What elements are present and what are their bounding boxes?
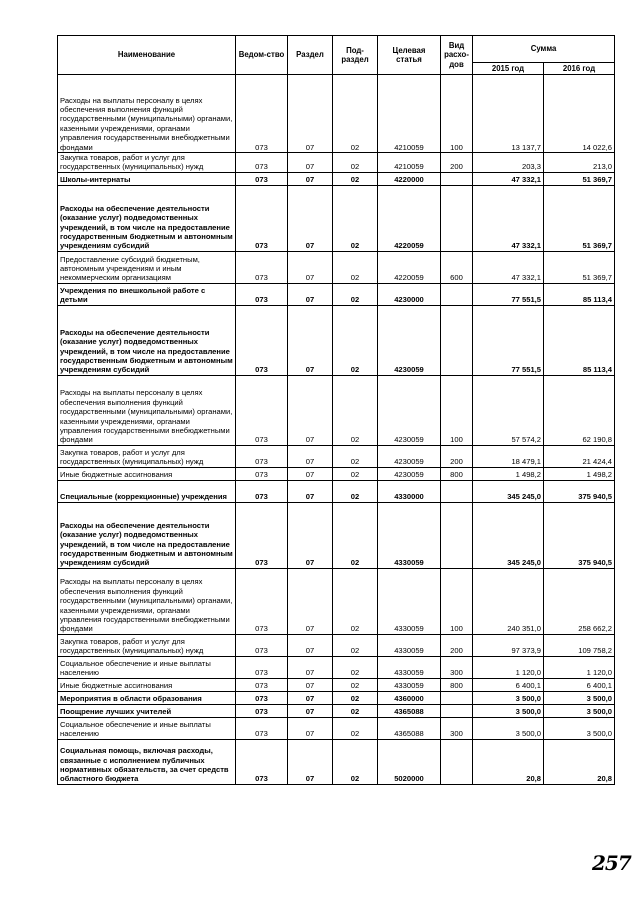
cell-name: Учреждения по внешкольной работе с детьми bbox=[58, 283, 236, 305]
cell-y2015: 20,8 bbox=[473, 739, 544, 784]
table-row bbox=[58, 375, 615, 445]
cell-name: Закупка товаров, работ и услуг для государственных (муниципальных) нужд bbox=[58, 445, 236, 467]
cell-podrazdel: 02 bbox=[333, 691, 378, 704]
cell-ved: 073 bbox=[236, 305, 288, 375]
header-vid: Вид расхо-дов bbox=[441, 36, 473, 75]
cell-y2015: 3 500,0 bbox=[473, 691, 544, 704]
cell-vid: 600 bbox=[441, 251, 473, 283]
cell-y2016: 20,8 bbox=[544, 739, 615, 784]
table-row bbox=[58, 704, 615, 717]
cell-razdel: 07 bbox=[288, 691, 333, 704]
cell-y2015: 18 479,1 bbox=[473, 445, 544, 467]
cell-vid: 200 bbox=[441, 445, 473, 467]
cell-name: Расходы на обеспечение деятельности (оказание услуг) подведомственных учреждений, в том числе на предоставление государственным бюджетным и автономным учреждениям субсидий bbox=[58, 502, 236, 568]
cell-y2015: 345 245,0 bbox=[473, 480, 544, 502]
cell-name: Расходы на обеспечение деятельности (оказание услуг) подведомственных учреждений, в том числе на предоставление государственным бюджетным и автономным учреждениям субсидий bbox=[58, 185, 236, 251]
cell-target: 4330059 bbox=[378, 656, 441, 678]
cell-y2015: 203,3 bbox=[473, 153, 544, 173]
table-row bbox=[58, 656, 615, 678]
table-row bbox=[58, 75, 615, 153]
cell-name: Расходы на выплаты персоналу в целях обеспечения выполнения функций государственными (муниципальными) органами, казенными учреждениями, органами управления государственными внебюджетными фондами bbox=[58, 568, 236, 634]
cell-ved: 073 bbox=[236, 375, 288, 445]
cell-vid: 300 bbox=[441, 717, 473, 739]
cell-target: 4360000 bbox=[378, 691, 441, 704]
cell-y2016: 3 500,0 bbox=[544, 691, 615, 704]
cell-razdel: 07 bbox=[288, 251, 333, 283]
cell-name: Предоставление субсидий бюджетным, автономным учреждениям и иным некоммерческим организациям bbox=[58, 251, 236, 283]
cell-ved: 073 bbox=[236, 656, 288, 678]
cell-y2015: 240 351,0 bbox=[473, 568, 544, 634]
cell-y2016: 51 369,7 bbox=[544, 185, 615, 251]
table-row bbox=[58, 480, 615, 502]
cell-y2016: 375 940,5 bbox=[544, 502, 615, 568]
cell-y2016: 6 400,1 bbox=[544, 678, 615, 691]
cell-vid: 800 bbox=[441, 467, 473, 480]
cell-ved: 073 bbox=[236, 634, 288, 656]
cell-y2015: 57 574,2 bbox=[473, 375, 544, 445]
cell-razdel: 07 bbox=[288, 172, 333, 185]
cell-razdel: 07 bbox=[288, 717, 333, 739]
cell-y2016: 375 940,5 bbox=[544, 480, 615, 502]
cell-podrazdel: 02 bbox=[333, 283, 378, 305]
cell-name: Школы-интернаты bbox=[58, 172, 236, 185]
cell-name: Расходы на выплаты персоналу в целях обеспечения выполнения функций государственными (муниципальными) органами, казенными учреждениями, органами управления государственными внебюджетными фондами bbox=[58, 75, 236, 153]
budget-table-container bbox=[57, 35, 615, 785]
cell-podrazdel: 02 bbox=[333, 305, 378, 375]
cell-y2015: 77 551,5 bbox=[473, 305, 544, 375]
budget-table bbox=[57, 35, 615, 785]
cell-name: Мероприятия в области образования bbox=[58, 691, 236, 704]
cell-y2016: 213,0 bbox=[544, 153, 615, 173]
cell-razdel: 07 bbox=[288, 480, 333, 502]
page-number: 257 bbox=[592, 851, 631, 875]
cell-target: 4330000 bbox=[378, 480, 441, 502]
cell-y2016: 258 662,2 bbox=[544, 568, 615, 634]
cell-y2016: 14 022,6 bbox=[544, 75, 615, 153]
cell-y2015: 6 400,1 bbox=[473, 678, 544, 691]
header-podrazdel: Под-раздел bbox=[333, 36, 378, 75]
cell-name: Поощрение лучших учителей bbox=[58, 704, 236, 717]
table-row bbox=[58, 568, 615, 634]
cell-vid: 300 bbox=[441, 656, 473, 678]
table-row bbox=[58, 691, 615, 704]
cell-target: 4365088 bbox=[378, 717, 441, 739]
cell-y2015: 13 137,7 bbox=[473, 75, 544, 153]
cell-ved: 073 bbox=[236, 568, 288, 634]
cell-razdel: 07 bbox=[288, 502, 333, 568]
cell-target: 5020000 bbox=[378, 739, 441, 784]
cell-name: Закупка товаров, работ и услуг для государственных (муниципальных) нужд bbox=[58, 634, 236, 656]
cell-ved: 073 bbox=[236, 717, 288, 739]
cell-vid bbox=[441, 172, 473, 185]
cell-razdel: 07 bbox=[288, 283, 333, 305]
cell-podrazdel: 02 bbox=[333, 634, 378, 656]
cell-podrazdel: 02 bbox=[333, 704, 378, 717]
cell-podrazdel: 02 bbox=[333, 502, 378, 568]
cell-podrazdel: 02 bbox=[333, 739, 378, 784]
cell-y2015: 97 373,9 bbox=[473, 634, 544, 656]
cell-y2015: 3 500,0 bbox=[473, 717, 544, 739]
cell-y2015: 47 332,1 bbox=[473, 251, 544, 283]
cell-target: 4230059 bbox=[378, 467, 441, 480]
cell-ved: 073 bbox=[236, 739, 288, 784]
cell-ved: 073 bbox=[236, 172, 288, 185]
cell-razdel: 07 bbox=[288, 445, 333, 467]
table-body bbox=[58, 75, 615, 785]
cell-y2016: 51 369,7 bbox=[544, 251, 615, 283]
cell-ved: 073 bbox=[236, 678, 288, 691]
cell-vid: 200 bbox=[441, 634, 473, 656]
table-row bbox=[58, 153, 615, 173]
cell-target: 4330059 bbox=[378, 678, 441, 691]
cell-vid bbox=[441, 305, 473, 375]
cell-name: Специальные (коррекционные) учреждения bbox=[58, 480, 236, 502]
header-name: Наименование bbox=[58, 36, 236, 75]
cell-y2016: 1 120,0 bbox=[544, 656, 615, 678]
cell-y2016: 3 500,0 bbox=[544, 717, 615, 739]
header-ved: Ведом-ство bbox=[236, 36, 288, 75]
cell-y2015: 77 551,5 bbox=[473, 283, 544, 305]
cell-ved: 073 bbox=[236, 445, 288, 467]
table-row bbox=[58, 739, 615, 784]
cell-ved: 073 bbox=[236, 691, 288, 704]
cell-podrazdel: 02 bbox=[333, 75, 378, 153]
cell-razdel: 07 bbox=[288, 704, 333, 717]
cell-y2016: 85 113,4 bbox=[544, 283, 615, 305]
cell-ved: 073 bbox=[236, 185, 288, 251]
cell-target: 4330059 bbox=[378, 502, 441, 568]
cell-target: 4365088 bbox=[378, 704, 441, 717]
cell-name: Закупка товаров, работ и услуг для государственных (муниципальных) нужд bbox=[58, 153, 236, 173]
cell-vid bbox=[441, 185, 473, 251]
table-row bbox=[58, 251, 615, 283]
cell-vid: 100 bbox=[441, 375, 473, 445]
cell-podrazdel: 02 bbox=[333, 568, 378, 634]
cell-y2015: 1 120,0 bbox=[473, 656, 544, 678]
cell-ved: 073 bbox=[236, 283, 288, 305]
cell-podrazdel: 02 bbox=[333, 172, 378, 185]
cell-podrazdel: 02 bbox=[333, 717, 378, 739]
header-summa: Сумма bbox=[473, 36, 615, 63]
cell-podrazdel: 02 bbox=[333, 656, 378, 678]
cell-podrazdel: 02 bbox=[333, 678, 378, 691]
cell-y2015: 3 500,0 bbox=[473, 704, 544, 717]
cell-target: 4220059 bbox=[378, 185, 441, 251]
cell-y2016: 51 369,7 bbox=[544, 172, 615, 185]
cell-target: 4230000 bbox=[378, 283, 441, 305]
cell-vid bbox=[441, 704, 473, 717]
cell-razdel: 07 bbox=[288, 153, 333, 173]
cell-razdel: 07 bbox=[288, 185, 333, 251]
cell-podrazdel: 02 bbox=[333, 185, 378, 251]
table-row bbox=[58, 678, 615, 691]
cell-target: 4230059 bbox=[378, 305, 441, 375]
cell-podrazdel: 02 bbox=[333, 251, 378, 283]
cell-y2016: 3 500,0 bbox=[544, 704, 615, 717]
header-razdel: Раздел bbox=[288, 36, 333, 75]
cell-name: Иные бюджетные ассигнования bbox=[58, 467, 236, 480]
cell-y2016: 1 498,2 bbox=[544, 467, 615, 480]
cell-vid: 100 bbox=[441, 568, 473, 634]
cell-razdel: 07 bbox=[288, 656, 333, 678]
cell-vid bbox=[441, 502, 473, 568]
cell-target: 4230059 bbox=[378, 445, 441, 467]
cell-target: 4230059 bbox=[378, 375, 441, 445]
cell-target: 4220000 bbox=[378, 172, 441, 185]
cell-ved: 073 bbox=[236, 75, 288, 153]
cell-vid bbox=[441, 739, 473, 784]
cell-name: Расходы на выплаты персоналу в целях обеспечения выполнения функций государственными (муниципальными) органами, казенными учреждениями, органами управления государственными внебюджетными фондами bbox=[58, 375, 236, 445]
cell-vid: 100 bbox=[441, 75, 473, 153]
cell-y2016: 109 758,2 bbox=[544, 634, 615, 656]
table-row bbox=[58, 445, 615, 467]
cell-name: Социальное обеспечение и иные выплаты населению bbox=[58, 656, 236, 678]
cell-podrazdel: 02 bbox=[333, 467, 378, 480]
cell-podrazdel: 02 bbox=[333, 375, 378, 445]
table-row bbox=[58, 717, 615, 739]
cell-target: 4220059 bbox=[378, 251, 441, 283]
cell-target: 4210059 bbox=[378, 153, 441, 173]
table-row bbox=[58, 502, 615, 568]
cell-vid bbox=[441, 283, 473, 305]
cell-name: Социальное обеспечение и иные выплаты населению bbox=[58, 717, 236, 739]
cell-razdel: 07 bbox=[288, 739, 333, 784]
cell-podrazdel: 02 bbox=[333, 480, 378, 502]
cell-ved: 073 bbox=[236, 480, 288, 502]
cell-target: 4330059 bbox=[378, 568, 441, 634]
cell-y2016: 85 113,4 bbox=[544, 305, 615, 375]
cell-name: Расходы на обеспечение деятельности (оказание услуг) подведомственных учреждений, в том числе на предоставление государственным бюджетным и автономным учреждениям субсидий bbox=[58, 305, 236, 375]
cell-y2015: 47 332,1 bbox=[473, 185, 544, 251]
table-row bbox=[58, 305, 615, 375]
cell-podrazdel: 02 bbox=[333, 153, 378, 173]
cell-name: Социальная помощь, включая расходы, связанные с исполнением публичных нормативных обязательств, за счет средств областного бюджета bbox=[58, 739, 236, 784]
cell-razdel: 07 bbox=[288, 634, 333, 656]
cell-ved: 073 bbox=[236, 502, 288, 568]
header-2016: 2016 год bbox=[544, 63, 615, 75]
table-row bbox=[58, 185, 615, 251]
cell-razdel: 07 bbox=[288, 375, 333, 445]
cell-podrazdel: 02 bbox=[333, 445, 378, 467]
cell-vid: 800 bbox=[441, 678, 473, 691]
cell-razdel: 07 bbox=[288, 305, 333, 375]
cell-razdel: 07 bbox=[288, 568, 333, 634]
cell-ved: 073 bbox=[236, 467, 288, 480]
cell-vid bbox=[441, 480, 473, 502]
table-row bbox=[58, 634, 615, 656]
cell-y2015: 1 498,2 bbox=[473, 467, 544, 480]
cell-target: 4210059 bbox=[378, 75, 441, 153]
cell-y2015: 47 332,1 bbox=[473, 172, 544, 185]
cell-razdel: 07 bbox=[288, 467, 333, 480]
cell-y2016: 21 424,4 bbox=[544, 445, 615, 467]
cell-y2016: 62 190,8 bbox=[544, 375, 615, 445]
cell-ved: 073 bbox=[236, 251, 288, 283]
cell-name: Иные бюджетные ассигнования bbox=[58, 678, 236, 691]
header-2015: 2015 год bbox=[473, 63, 544, 75]
header-target: Целевая статья bbox=[378, 36, 441, 75]
cell-vid bbox=[441, 691, 473, 704]
table-row bbox=[58, 467, 615, 480]
cell-ved: 073 bbox=[236, 153, 288, 173]
cell-ved: 073 bbox=[236, 704, 288, 717]
cell-y2015: 345 245,0 bbox=[473, 502, 544, 568]
table-row bbox=[58, 283, 615, 305]
cell-razdel: 07 bbox=[288, 75, 333, 153]
cell-target: 4330059 bbox=[378, 634, 441, 656]
cell-vid: 200 bbox=[441, 153, 473, 173]
cell-razdel: 07 bbox=[288, 678, 333, 691]
table-row bbox=[58, 172, 615, 185]
